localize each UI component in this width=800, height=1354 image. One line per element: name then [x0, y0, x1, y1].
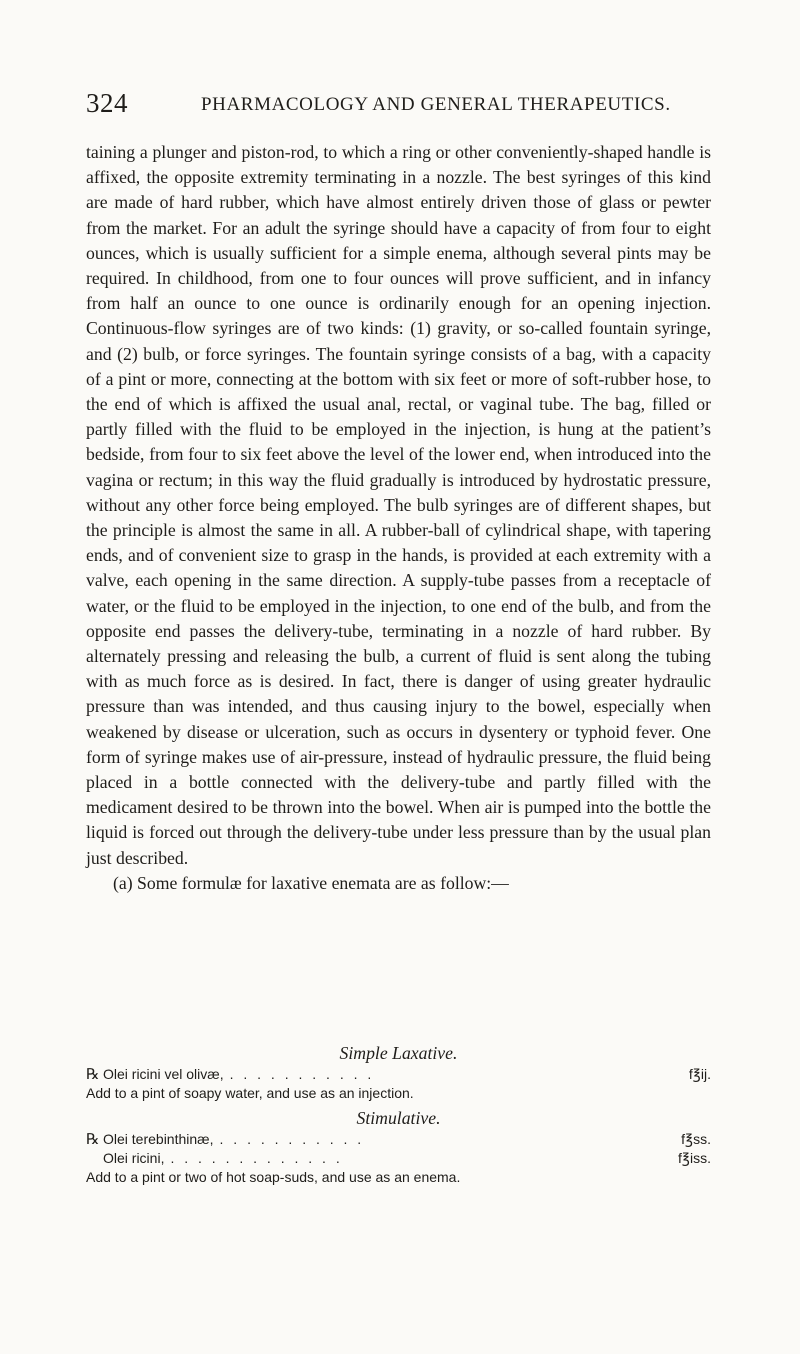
running-title: PHARMACOLOGY AND GENERAL THERAPEUTICS.: [201, 94, 671, 115]
formula-heading: Stimulative.: [356, 1108, 441, 1128]
ingredient: Olei terebinthinæ,: [103, 1131, 214, 1147]
leader-dots: . . . . . . . . . . . . .: [170, 1150, 343, 1166]
dose: f℥ij.: [688, 1066, 711, 1082]
dose: f℥iss.: [678, 1150, 711, 1166]
prescription-line: [86, 1065, 711, 1084]
formula-heading: Simple Laxative.: [339, 1043, 458, 1063]
leader-dots: . . . . . . . . . . .: [219, 1131, 365, 1147]
recipe-symbol: ℞: [86, 1065, 100, 1083]
formula-stimulative: [86, 1106, 711, 1187]
instruction: Add to a pint or two of hot soap-suds, and use as an enema.: [86, 1169, 461, 1185]
prescription-line: [86, 1130, 711, 1149]
instruction: Add to a pint of soapy water, and use as an injection.: [86, 1085, 414, 1101]
paragraph: (a) Some formulæ for laxative enemata are as follow:—: [113, 872, 509, 893]
leader-dots: . . . . . . . . . . .: [229, 1066, 375, 1082]
dose: f℥ss.: [681, 1131, 711, 1147]
running-head: [86, 88, 714, 128]
paragraph: taining a plunger and piston-rod, to which a ring or other conveniently-shaped handle is affixed, the opposite extremity terminating in a nozzle. The best syringes of this kind are made of hard rubber, which have almost entirely driven those of glass or pewter from the market. For an adult the syringe should have a capacity of from four to eight ounces, which is usually sufficient for a simple enema, although several pints may be required. In childhood, from one to four ounces will prove sufficient, and in infancy from half an ounce to one ounce is ordinarily enough for an opening injection. Continuous-flow syringes are of two kinds: (1) gravity, or so-called fountain syringe, and (2) bulb, or force syringes. The fountain syringe consists of a bag, with a capacity of a pint or more, connecting at the bottom with six feet or more of soft-rubber hose, to the end of which is affixed the usual anal, rectal, or vaginal tube. The bag, filled or partly filled with the fluid to be employed in the injection, is hung at the patient’s bedside, from four to six feet above the level of the lower end, when introduced into the vagina or rectum; in this way the fluid gradually is introduced by hydrostatic pressure, without any other force being employed. The bulb syringes are of different shapes, but the principle is almost the same in all. A rubber-ball of cylindrical shape, with tapering ends, and of convenient size to grasp in the hands, is provided at each extremity with a valve, each opening in the same direction. A supply-tube passes from a receptacle of water, or the fluid to be employed in the injection, to one end of the bulb, and from the opposite end passes the delivery-tube, terminating in a nozzle of hard rubber. By alternately pressing and releasing the bulb, a current of fluid is sent along the tubing with as much force as is desired. In fact, there is danger of using greater hydraulic pressure than was intended, and thus causing injury to the bowel, especially when weakened by disease or ulceration, such as occurs in dysentery or typhoid fever. One form of syringe makes use of air-pressure, instead of hydraulic pressure, the fluid being placed in a bottle connected with the delivery-tube and partly filled with the medicament desired to be thrown into the bowel. When air is pumped into the bottle the liquid is forced out through the delivery-tube under less pressure than by the usual plan just described.: [86, 142, 711, 868]
recipe-symbol: ℞: [86, 1130, 100, 1148]
prescription-line: [86, 1149, 711, 1168]
ingredient: Olei ricini,: [103, 1150, 165, 1166]
formula-simple-laxative: [86, 1041, 711, 1103]
ingredient: Olei ricini vel olivæ,: [103, 1066, 224, 1082]
body-text: [86, 140, 711, 896]
formulas: [86, 1041, 711, 1190]
page-number: 324: [86, 88, 128, 118]
